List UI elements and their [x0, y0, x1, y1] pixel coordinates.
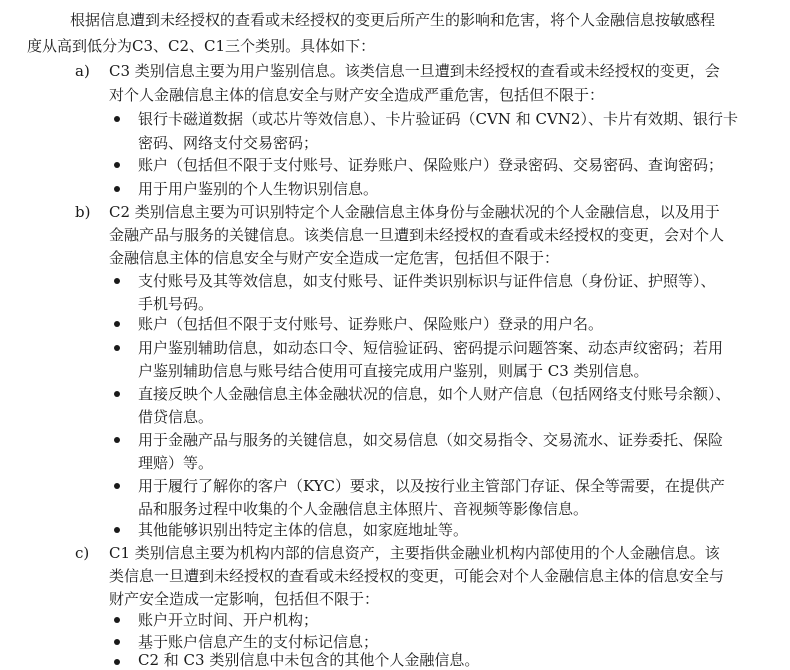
section-c-bullet-1: 账户开立时间、开户机构；: [138, 611, 319, 629]
section-a-text-line-2: 对个人金融信息主体的信息安全与财产安全造成严重危害，包括但不限于：: [109, 86, 605, 104]
section-b-text-line-3: 金融信息主体的信息安全与财产安全造成一定危害，包括但不限于：: [109, 249, 560, 267]
bullet-dot: [114, 162, 120, 168]
bullet-dot: [114, 527, 120, 533]
section-a-bullet-2: 账户（包括但不限于支付账号、证券账户、保险账户）登录密码、交易密码、查询密码；: [138, 156, 724, 174]
section-b-bullet-3-line-1: 用户鉴别辅助信息，如动态口令、短信验证码、密码提示问题答案、动态声纹密码；若用: [138, 339, 724, 357]
section-marker-c: c): [75, 544, 90, 562]
bullet-dot: [114, 278, 120, 284]
section-b-text-line-1: C2 类别信息主要为可识别特定个人金融信息主体身份与金融状况的个人金融信息，以及用于: [109, 203, 720, 221]
section-b-bullet-2: 账户（包括但不限于支付账号、证券账户、保险账户）登录的用户名。: [138, 315, 604, 333]
bullet-dot: [114, 659, 120, 665]
intro-line-2: 度从高到低分为C3、C2、C1三个类别。具体如下：: [27, 37, 376, 55]
section-marker-a: a): [75, 62, 90, 80]
section-c-text-line-2: 类信息一旦遭到未经授权的查看或未经授权的变更，可能会对个人金融信息主体的信息安全与: [109, 567, 725, 585]
section-a-bullet-1-line-1: 银行卡磁道数据（或芯片等效信息）、卡片验证码（CVN 和 CVN2）、卡片有效期、银行卡: [138, 110, 738, 128]
bullet-dot: [114, 617, 120, 623]
bullet-dot: [114, 483, 120, 489]
bullet-dot: [114, 437, 120, 443]
section-b-bullet-3-line-2: 户鉴别辅助信息与账号结合使用可直接完成用户鉴别，则属于 C3 类别信息。: [138, 362, 649, 380]
section-a-text-line-1: C3 类别信息主要为用户鉴别信息。该类信息一旦遭到未经授权的查看或未经授权的变更，会: [109, 62, 720, 80]
bullet-dot: [114, 321, 120, 327]
section-a-bullet-3: 用于用户鉴别的个人生物识别信息。: [138, 180, 379, 198]
bullet-dot: [114, 116, 120, 122]
section-c-text-line-3: 财产安全造成一定影响，包括但不限于：: [109, 590, 380, 608]
section-b-bullet-6-line-2: 品和服务过程中收集的个人金融信息主体照片、音视频等影像信息。: [138, 500, 589, 518]
section-b-bullet-1-line-1: 支付账号及其等效信息，如支付账号、证件类识别标识与证件信息（身份证、护照等）、: [138, 272, 716, 290]
section-b-bullet-6-line-1: 用于履行了解你的客户（KYC）要求，以及按行业主管部门存证、保全等需要，在提供产: [138, 477, 725, 495]
bullet-dot: [114, 345, 120, 351]
bullet-dot: [114, 391, 120, 397]
section-b-bullet-1-line-2: 手机号码。: [138, 295, 214, 313]
bullet-dot: [114, 639, 120, 645]
section-b-bullet-5-line-2: 理赔）等。: [138, 454, 214, 472]
section-c-bullet-2: 基于账户信息产生的支付标记信息；: [138, 633, 379, 651]
section-b-bullet-7: 其他能够识别出特定主体的信息，如家庭地址等。: [138, 521, 469, 539]
section-b-text-line-2: 金融产品与服务的关键信息。该类信息一旦遭到未经授权的查看或未经授权的变更，会对个人: [109, 226, 725, 244]
bullet-dot: [114, 186, 120, 192]
section-marker-b: b): [75, 203, 91, 221]
section-a-bullet-1-line-2: 密码、网络支付交易密码；: [138, 134, 319, 152]
section-b-bullet-4-line-2: 借贷信息。: [138, 408, 214, 426]
section-b-bullet-5-line-1: 用于金融产品与服务的关键信息，如交易信息（如交易指令、交易流水、证券委托、保险: [138, 431, 724, 449]
section-c-text-line-1: C1 类别信息主要为机构内部的信息资产，主要指供金融业机构内部使用的个人金融信息。该: [109, 544, 720, 562]
intro-line-1: 根据信息遭到未经授权的查看或未经授权的变更后所产生的影响和危害，将个人金融信息按敏感程: [70, 11, 716, 29]
section-b-bullet-4-line-1: 直接反映个人金融信息主体金融状况的信息，如个人财产信息（包括网络支付账号余额）、: [138, 385, 731, 403]
section-c-bullet-3: C2 和 C3 类别信息中未包含的其他个人金融信息。: [138, 651, 480, 669]
